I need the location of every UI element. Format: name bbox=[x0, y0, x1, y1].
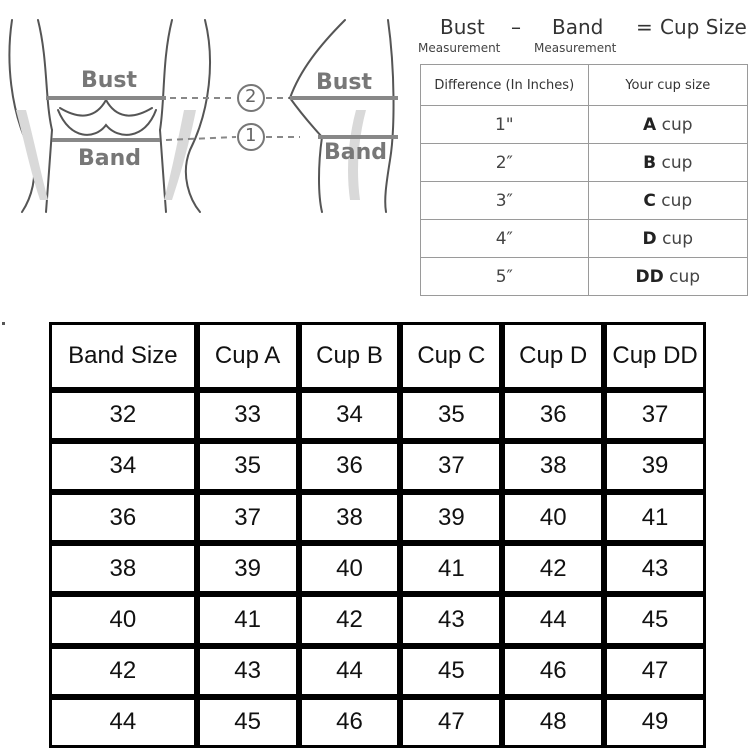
table-cell: 41 bbox=[197, 594, 299, 645]
formula-bust: Bust bbox=[440, 15, 485, 39]
cup-letter: D bbox=[642, 228, 657, 249]
diff-table-row bbox=[421, 106, 748, 144]
table-cell: 37 bbox=[400, 441, 502, 492]
marker-two: 2 bbox=[245, 86, 257, 107]
diff-table-row bbox=[421, 258, 748, 296]
formula-band-sub: Measurement bbox=[534, 41, 617, 55]
table-cell: 45 bbox=[197, 697, 299, 748]
diff-cup bbox=[588, 144, 747, 182]
measurement-illustration bbox=[0, 0, 410, 225]
table-cell: 42 bbox=[299, 594, 401, 645]
table-cell: 36 bbox=[299, 441, 401, 492]
table-cell: 41 bbox=[604, 492, 706, 543]
diff-value: 5″ bbox=[421, 258, 589, 296]
table-cell: 35 bbox=[197, 441, 299, 492]
diff-value: 1" bbox=[421, 106, 589, 144]
table-cell: 46 bbox=[502, 646, 604, 697]
table-cell: 41 bbox=[400, 543, 502, 594]
band-size-cell: 44 bbox=[49, 697, 197, 748]
header-cup-dd: Cup DD bbox=[604, 322, 706, 390]
table-cell: 49 bbox=[604, 697, 706, 748]
cup-word: cup bbox=[656, 152, 693, 173]
diff-value: 3″ bbox=[421, 182, 589, 220]
header-cup-a: Cup A bbox=[197, 322, 299, 390]
band-size-cell: 32 bbox=[49, 390, 197, 441]
table-cell: 40 bbox=[502, 492, 604, 543]
size-table-row bbox=[49, 492, 706, 543]
table-cell: 45 bbox=[400, 646, 502, 697]
front-band-label: Band bbox=[78, 146, 142, 171]
formula-minus: – bbox=[511, 15, 521, 39]
diff-table-row bbox=[421, 220, 748, 258]
table-cell: 37 bbox=[604, 390, 706, 441]
side-bust-label: Bust bbox=[316, 70, 373, 95]
size-table-row bbox=[49, 697, 706, 748]
diff-header-difference: Difference (In Inches) bbox=[421, 65, 589, 106]
side-band-label: Band bbox=[324, 140, 388, 165]
table-cell: 47 bbox=[400, 697, 502, 748]
formula-bust-sub: Measurement bbox=[418, 41, 501, 55]
cup-difference-table bbox=[420, 64, 748, 296]
table-cell: 44 bbox=[299, 646, 401, 697]
diff-table-header-row bbox=[421, 65, 748, 106]
size-table-row bbox=[49, 646, 706, 697]
diff-value: 2″ bbox=[421, 144, 589, 182]
table-cell: 40 bbox=[299, 543, 401, 594]
formula-result: Cup Size bbox=[660, 15, 747, 39]
table-cell: 39 bbox=[400, 492, 502, 543]
table-cell: 37 bbox=[197, 492, 299, 543]
band-size-cell: 36 bbox=[49, 492, 197, 543]
cup-letter: DD bbox=[635, 266, 664, 287]
table-cell: 45 bbox=[604, 594, 706, 645]
header-cup-c: Cup C bbox=[400, 322, 502, 390]
formula-equals: = bbox=[636, 15, 653, 39]
size-table-row bbox=[49, 441, 706, 492]
cup-word: cup bbox=[655, 190, 693, 211]
size-table-row bbox=[49, 594, 706, 645]
band-size-cell: 34 bbox=[49, 441, 197, 492]
body-outline-drawing bbox=[0, 0, 410, 225]
marker-one: 1 bbox=[245, 125, 257, 146]
cup-letter: B bbox=[643, 152, 657, 173]
table-cell: 34 bbox=[299, 390, 401, 441]
table-cell: 39 bbox=[197, 543, 299, 594]
diff-cup bbox=[588, 106, 747, 144]
size-table-row bbox=[49, 390, 706, 441]
band-size-cell: 42 bbox=[49, 646, 197, 697]
band-size-cell: 40 bbox=[49, 594, 197, 645]
header-band-size: Band Size bbox=[49, 322, 197, 390]
table-cell: 43 bbox=[197, 646, 299, 697]
table-cell: 44 bbox=[502, 594, 604, 645]
cup-word: cup bbox=[656, 228, 693, 249]
table-cell: 43 bbox=[400, 594, 502, 645]
table-cell: 33 bbox=[197, 390, 299, 441]
header-cup-d: Cup D bbox=[502, 322, 604, 390]
size-table-row bbox=[49, 543, 706, 594]
table-cell: 36 bbox=[502, 390, 604, 441]
band-size-cell: 38 bbox=[49, 543, 197, 594]
diff-table-row bbox=[421, 182, 748, 220]
diff-table-row bbox=[421, 144, 748, 182]
band-size-table bbox=[49, 322, 706, 748]
corner-mark bbox=[2, 322, 5, 325]
diff-value: 4″ bbox=[421, 220, 589, 258]
front-bust-label: Bust bbox=[81, 68, 138, 93]
table-cell: 46 bbox=[299, 697, 401, 748]
cup-letter: C bbox=[643, 190, 656, 211]
diff-cup bbox=[588, 182, 747, 220]
table-cell: 39 bbox=[604, 441, 706, 492]
table-cell: 43 bbox=[604, 543, 706, 594]
formula-band: Band bbox=[552, 15, 604, 39]
diff-cup bbox=[588, 220, 747, 258]
header-cup-b: Cup B bbox=[299, 322, 401, 390]
table-cell: 48 bbox=[502, 697, 604, 748]
table-cell: 38 bbox=[299, 492, 401, 543]
table-cell: 35 bbox=[400, 390, 502, 441]
diff-header-cup: Your cup size bbox=[588, 65, 747, 106]
cup-word: cup bbox=[663, 266, 701, 287]
table-cell: 38 bbox=[502, 441, 604, 492]
diff-cup bbox=[588, 258, 747, 296]
cup-letter: A bbox=[643, 114, 657, 135]
table-cell: 47 bbox=[604, 646, 706, 697]
cup-word: cup bbox=[656, 114, 693, 135]
size-table-header-row bbox=[49, 322, 706, 390]
table-cell: 42 bbox=[502, 543, 604, 594]
